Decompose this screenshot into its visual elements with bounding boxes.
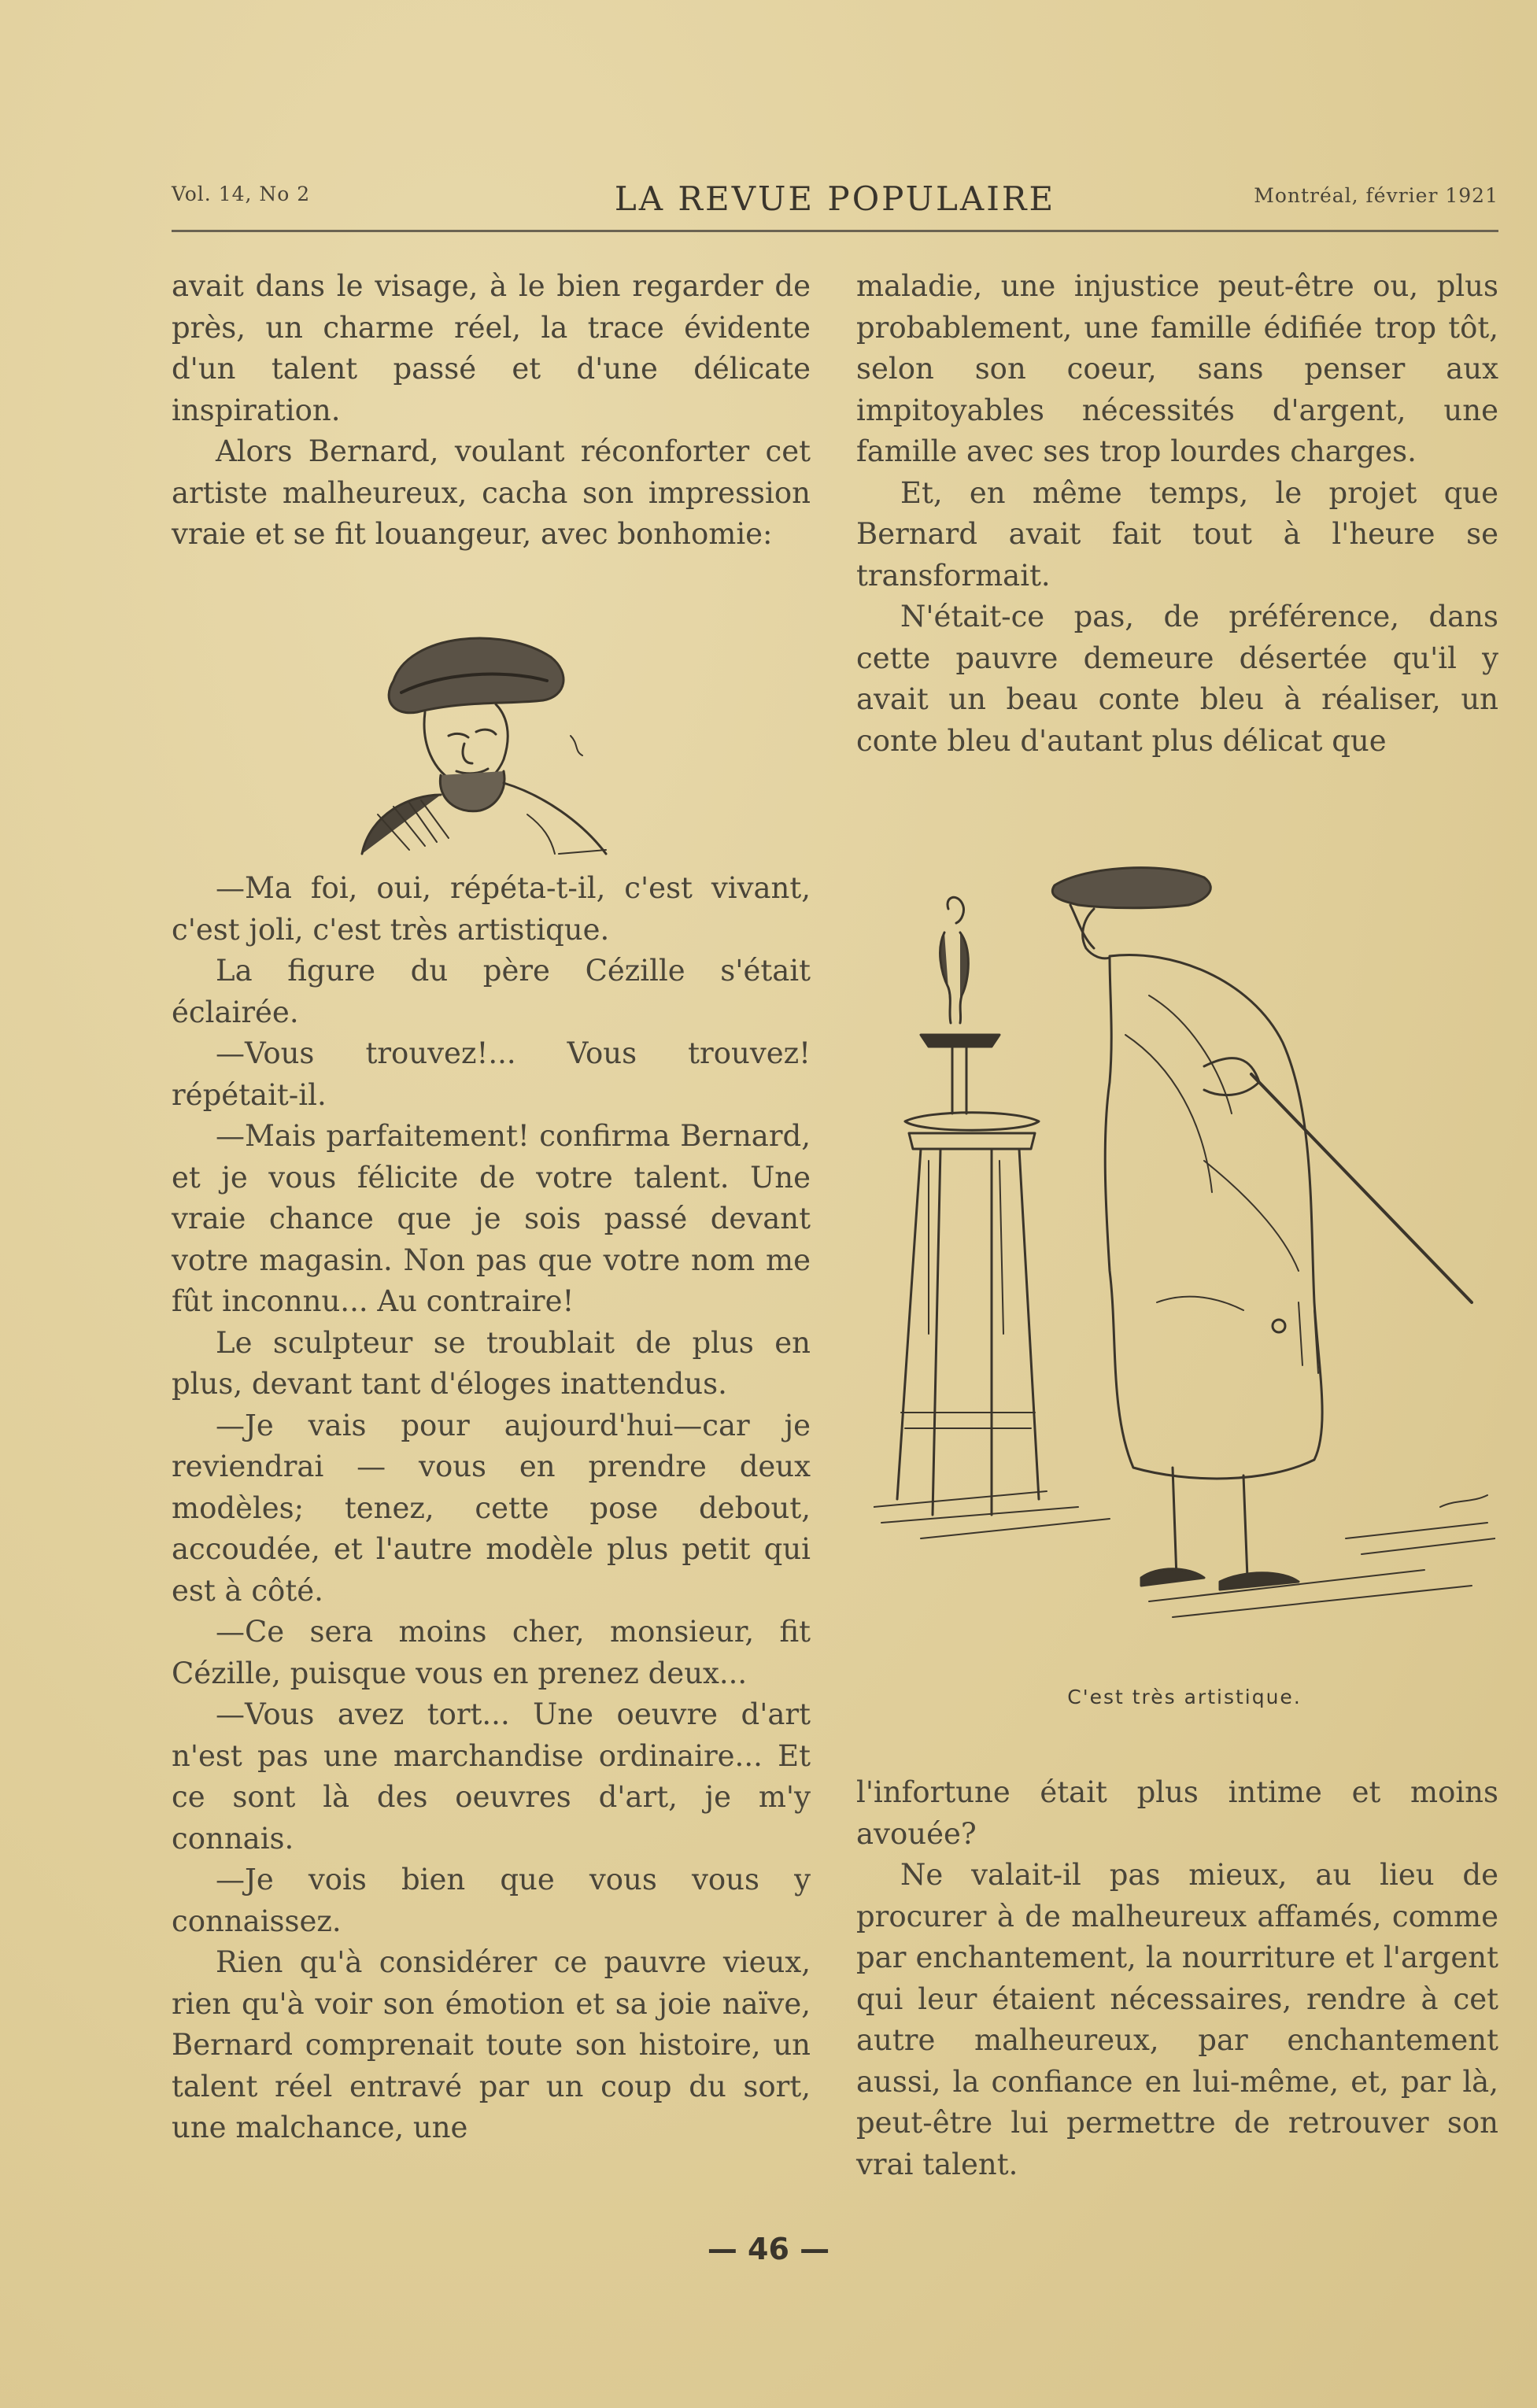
paragraph: avait dans le visage, à le bien regarder de près, un charme réel, la trace évidente d'un talent passé et d'une délicate inspiration. [172,269,811,427]
bernard-with-statuette-illustration [874,862,1495,1649]
paragraph: Rien qu'à considérer ce pauvre vieux, rien qu'à voir son émotion et sa joie naïve, Bernard comprenait toute son histoire, un talent réel entravé par un coup du sort, une malchance, une [172,1945,811,2144]
column-left-bottom [172,868,811,2149]
header-rule [172,230,1498,232]
paragraph: —Ce sera moins cher, monsieur, fit Cézille, puisque vous en prenez deux... [172,1615,811,1690]
paragraph: —Je vais pour aujourd'hui—car je reviendrai — vous en prendre deux modèles; tenez, cette pose debout, accoudée, et l'autre modèle plus petit qui est à côté. [172,1408,811,1608]
paragraph: —Mais parfaitement! confirma Bernard, et je vous félicite de votre talent. Une vraie chance que je sois passé devant votre magasin. Non pas que votre nom me fût inconnu... Au contraire! [172,1119,811,1318]
paragraph: —Ma foi, oui, répéta-t-il, c'est vivant, c'est joli, c'est très artistique. [172,871,811,947]
paragraph: maladie, une injustice peut-être ou, plus probablement, une famille édifiée trop tôt, selon son coeur, sans penser aux impitoyables nécessités d'argent, une famille avec ses trop lourdes charges. [856,269,1498,468]
column-left-top [172,266,811,556]
paragraph: La figure du père Cézille s'était éclairée. [172,954,811,1029]
running-header [172,175,1498,227]
paragraph: Le sculpteur se troublait de plus en plus, devant tant d'éloges inattendus. [172,1325,811,1401]
paragraph: l'infortune était plus intime et moins avouée? [856,1775,1498,1851]
volume-number: Vol. 14, No 2 [172,183,311,205]
column-right-top [856,266,1498,762]
paragraph: —Vous trouvez!... Vous trouvez! répétait-il. [172,1036,811,1112]
sculptor-portrait-illustration [346,626,637,858]
page-number: — 46 — [707,2232,830,2266]
paragraph: Alors Bernard, voulant réconforter cet artiste malheureux, cacha son impression vraie et se fit louangeur, avec bonhomie: [172,434,811,551]
paragraph: Ne valait-il pas mieux, au lieu de procurer à de malheureux affamés, comme par enchantement, la nourriture et l'argent qui leur étaient nécessaires, rendre à cet autre malheureux, par enchantement aussi, la confiance en lui-même, et, par là, peut-être lui permettre de retrouver son vrai talent. [856,1858,1498,2181]
paragraph: Et, en même temps, le projet que Bernard avait fait tout à l'heure se transformait. [856,475,1498,593]
paragraph: —Je vois bien que vous vous y connaissez. [172,1863,811,1938]
column-right-bottom [856,1772,1498,2185]
journal-title: LA REVUE POPULAIRE [614,179,1056,218]
place-date: Montréal, février 1921 [1254,184,1498,207]
paragraph: —Vous avez tort... Une oeuvre d'art n'est pas une marchandise ordinaire... Et ce sont là des oeuvres d'art, je m'y connais. [172,1697,811,1856]
paragraph: N'était-ce pas, de préférence, dans cette pauvre demeure désertée qu'il y avait un beau conte bleu à réaliser, un conte bleu d'autant plus délicat que [856,600,1498,758]
illustration-caption: C'est très artistique. [1067,1686,1302,1708]
